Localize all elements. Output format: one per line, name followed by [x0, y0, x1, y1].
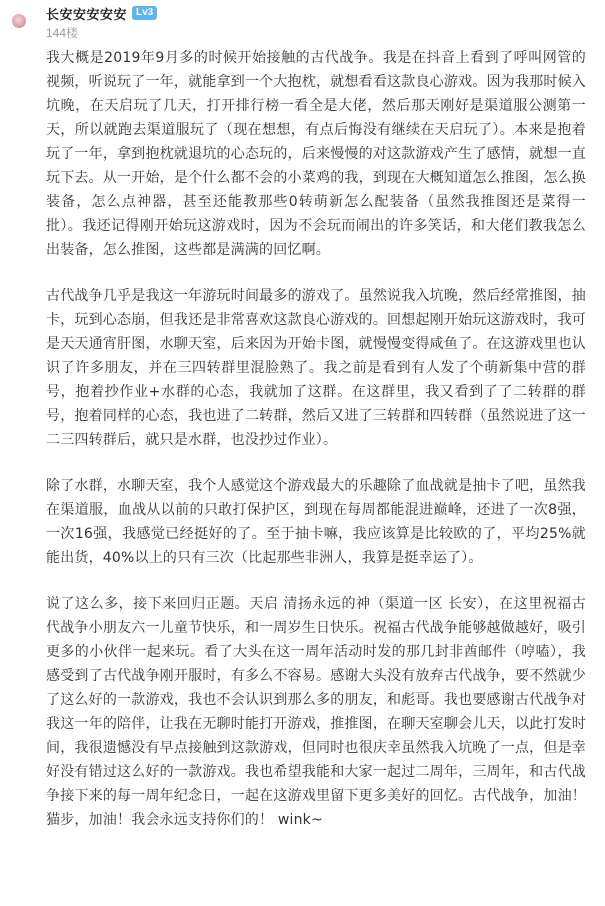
level-badge: Lv3	[132, 6, 157, 20]
post-paragraph-3: 除了水群，水聊天室，我个人感觉这个游戏最大的乐趣除了血战就是抽卡了吧，虽然我在渠道服，血战从以前的只敢打保护区，到现在每周都能混进巅峰，还进了一次8强，一次16强，我感觉已经挺好的了。至于抽卡嘛，我应该算是比较欧的了，平均25%就能出货，40%以上的只有三次（比起那些非洲人，我算是挺幸运了）。	[46, 478, 586, 566]
post-paragraph-4: 说了这么多，接下来回归正题。天启 清扬永远的神（渠道一区 长安），在这里祝福古代战争小朋友六一儿童节快乐，和一周岁生日快乐。祝福古代战争能够越做越好，吸引更多的小伙伴一起来玩。看了大头在这一周年活动时发的那几封非酋邮件（哼嗑），我感受到了古代战争刚开服时，有多么不容易。感谢大头没有放弃古代战争，要不然就少了这么好的一款游戏，我也不会认识到那么多的朋友，和彪哥。我也要感谢古代战争对我这一年的陪伴，让我在无聊时能打开游戏，推推图，在聊天室聊会儿天，以此打发时间，我很遗憾没有早点接触到这款游戏，但同时也很庆幸虽然我入坑晚了一点，但是幸好没有错过这么好的一款游戏。我也希望我能和大家一起过二周年，三周年，和古代战争接下来的每一周年纪念日，一起在这游戏里留下更多美好的回忆。古代战争，加油！猫步，加油！我会永远支持你们的！ wink~	[46, 596, 586, 828]
post-content	[46, 46, 586, 854]
post-paragraph-1: 我大概是2019年9月多的时候开始接触的古代战争。我是在抖音上看到了呼叫网管的视频，听说玩了一年，就能拿到一个大抱枕，就想看看这款良心游戏。因为我那时候入坑晚，在天启玩了几天，打开排行榜一看全是大佬，然后那天刚好是渠道服公测第一天，所以就跑去渠道服玩了（现在想想，有点后悔没有继续在天启玩了）。本来是抱着玩了一年，拿到抱枕就退坑的心态玩的，后来慢慢的对这款游戏产生了感情，就想一直玩下去。从一开始，是个什么都不会的小菜鸡的我，到现在大概知道怎么推图，怎么换装备，怎么点神器，甚至还能教那些0转萌新怎么配装备（虽然我推图还是菜得一批）。我还记得刚开始玩这游戏时，因为不会玩而闹出的许多笑话，和大佬们教我怎么出装备，怎么推图，这些都是满满的回忆啊。	[46, 50, 586, 258]
floor-number: 144楼	[46, 26, 79, 40]
post-paragraph-2: 古代战争几乎是我这一年游玩时间最多的游戏了。虽然说我入坑晚，然后经常推图，抽卡，玩到心态崩，但我还是非常喜欢这款良心游戏的。回想起刚开始玩这游戏时，我可是天天通宵肝图，水聊天室，后来因为开始卡图，就慢慢变得咸鱼了。在这游戏里也认识了许多朋友，并在三四转群里混脸熟了。我之前是看到有人发了个萌新集中营的群号，抱着抄作业+水群的心态，我就加了这群。在这群里，我又看到了了二转群的群号，抱着同样的心态，我也进了二转群，然后又进了三转群和四转群（虽然说进了这一二三四转群后，就只是水群，也没抄过作业）。	[46, 288, 586, 448]
post-header	[46, 4, 157, 22]
avatar[interactable]	[12, 14, 26, 28]
username[interactable]: 长安安安安安	[46, 7, 128, 23]
